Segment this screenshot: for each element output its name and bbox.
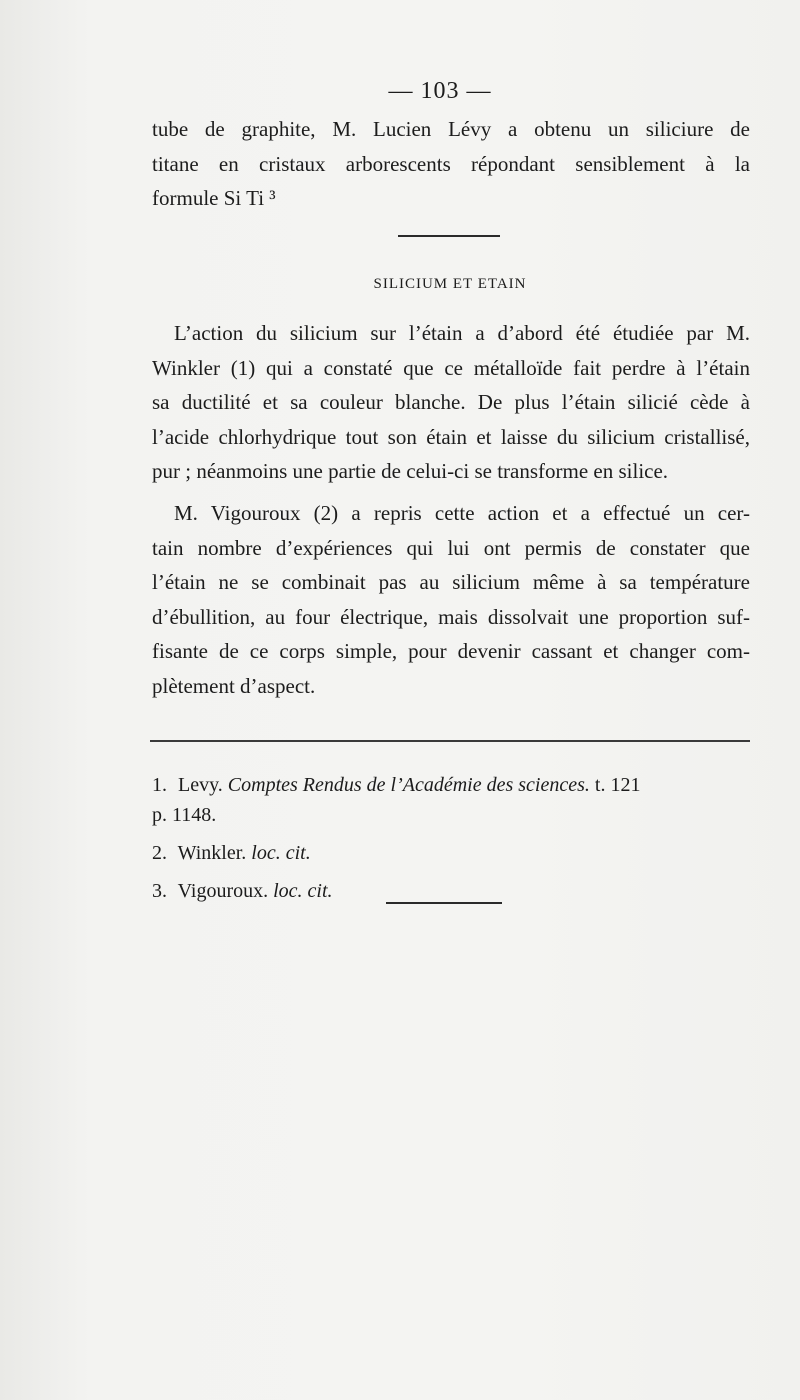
- text-line: M. Vigouroux (2) a repris cette action et a effectué un cer-: [174, 501, 750, 525]
- page-number: — 103 —: [388, 78, 492, 104]
- footnote-author: Levy.: [178, 774, 223, 796]
- text-line: l’acide chlorhydrique tout son étain et laisse du silicium cristallisé,: [152, 424, 750, 449]
- section-heading: SILICIUM ET ETAIN: [373, 276, 527, 292]
- text-line: tube de graphite, M. Lucien Lévy a obtenu un siliciure de: [152, 117, 750, 141]
- footnote-title: Comptes Rendus de l’Académie des sciences.: [227, 774, 590, 796]
- footnote-number: 2.: [152, 842, 167, 864]
- text-line: fisante de ce corps simple, pour devenir cassant et changer com-: [152, 639, 750, 663]
- text-line: Winkler (1) qui a constaté que ce métalloïde fait perdre à l’étain: [152, 355, 750, 380]
- text-line: pur ; néanmoins une partie de celui-ci se transforme en silice.: [152, 459, 669, 483]
- footnote-number: 3.: [152, 880, 167, 902]
- footnote-author: Vigouroux.: [177, 880, 269, 902]
- footnote-item: [152, 838, 752, 868]
- text-line: d’ébullition, au four électrique, mais dissolvait une proportion suf-: [152, 604, 750, 629]
- text-line: L’action du silicium sur l’étain a d’abord été étudiée par M.: [174, 321, 750, 345]
- footnote-item: [152, 770, 752, 830]
- text-line: titane en cristaux arborescents répondant sensiblement à la: [152, 151, 750, 176]
- footnote-separator: [150, 740, 750, 742]
- footnote-title: loc. cit.: [251, 842, 311, 864]
- text-line: l’étain ne se combinait pas au silicium même à sa température: [152, 570, 750, 594]
- winkler-paragraph: [152, 316, 750, 489]
- text-line: plètement d’aspect.: [152, 673, 316, 698]
- footnote-number: 1.: [152, 774, 167, 796]
- text-line: formule Si Ti ³: [152, 186, 276, 210]
- footnote-continuation: p. 1148.: [152, 804, 217, 826]
- footnote-author: Winkler.: [177, 842, 247, 864]
- footnote-ref: t. 121: [594, 774, 641, 796]
- footnote-title: loc. cit.: [273, 880, 333, 902]
- end-divider: [386, 902, 502, 904]
- vigouroux-paragraph: [152, 496, 750, 703]
- section-divider: [398, 235, 500, 237]
- intro-paragraph: [152, 112, 750, 216]
- footnotes-list: [152, 770, 752, 914]
- text-line: sa ductilité et sa couleur blanche. De plus l’étain silicié cède à: [152, 390, 750, 414]
- text-line: tain nombre d’expériences qui lui ont permis de constater que: [152, 535, 750, 560]
